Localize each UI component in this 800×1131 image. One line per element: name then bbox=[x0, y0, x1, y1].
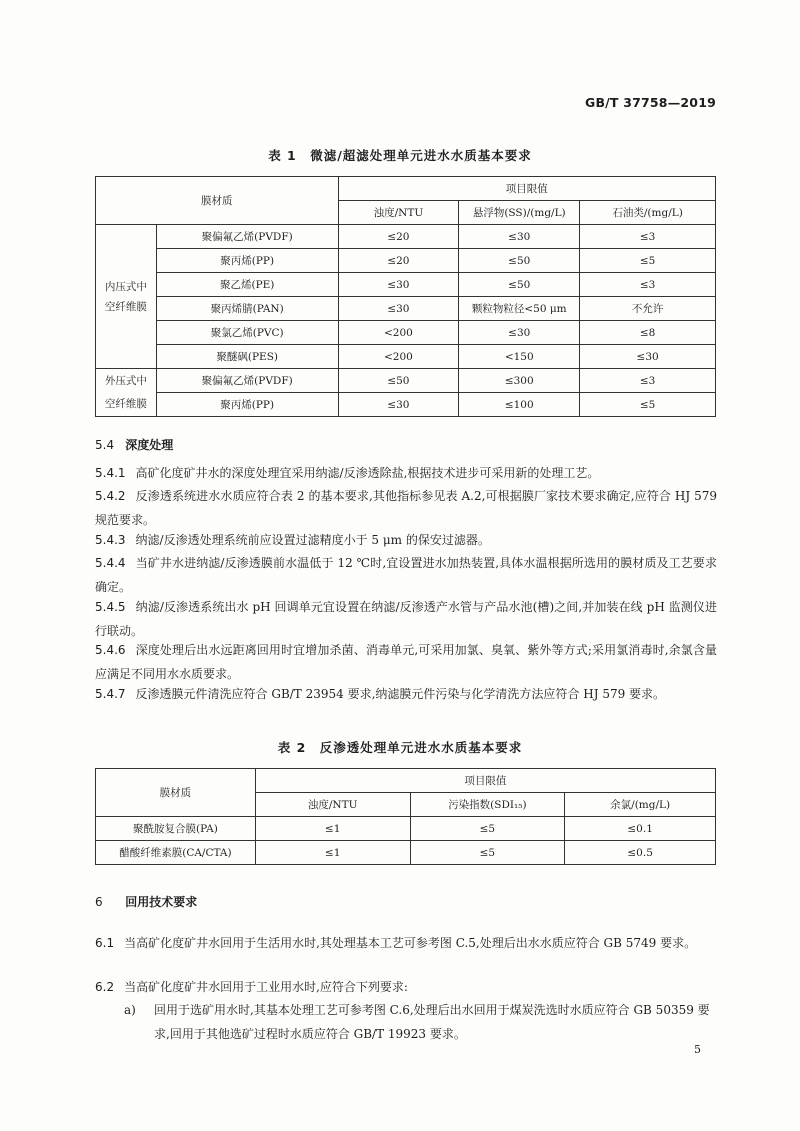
paragraph-5-4-6 bbox=[95, 639, 717, 686]
cell-ss: ≤300 bbox=[459, 369, 580, 393]
table2-header-group: 项目限值 bbox=[255, 769, 715, 793]
table1-group-outer: 外压式中空纤维膜 bbox=[96, 369, 157, 417]
table-row bbox=[96, 297, 716, 321]
clause-text: 纳滤/反渗透处理系统前应设置过滤精度小于 5 μm 的保安过滤器。 bbox=[135, 533, 490, 547]
table2-title: 表 2 反渗透处理单元进水水质基本要求 bbox=[277, 740, 523, 755]
clause-number: 5.4.5 bbox=[95, 600, 126, 614]
cell-oil: ≤3 bbox=[580, 273, 716, 297]
cell-turbidity: <200 bbox=[338, 345, 459, 369]
cell-ss: ≤50 bbox=[459, 273, 580, 297]
cell-oil: ≤5 bbox=[580, 393, 716, 417]
paragraph-5-4-3 bbox=[95, 529, 717, 553]
cell-sdi: ≤5 bbox=[410, 841, 565, 865]
paragraph-5-4-2 bbox=[95, 485, 717, 532]
cell-sdi: ≤5 bbox=[410, 817, 565, 841]
clause-text: 当矿井水进纳滤/反渗透膜前水温低于 12 ℃时,宜设置进水加热装置,具体水温根据所选用的膜材质及工艺要求确定。 bbox=[95, 556, 717, 594]
clause-number: 5.4.2 bbox=[95, 489, 126, 503]
table1-header-oil: 石油类/(mg/L) bbox=[580, 201, 716, 225]
cell-turbidity: ≤30 bbox=[338, 273, 459, 297]
cell-material: 聚氯乙烯(PVC) bbox=[156, 321, 338, 345]
cell-material: 醋酸纤维素膜(CA/CTA) bbox=[96, 841, 256, 865]
cell-chlorine: ≤0.5 bbox=[565, 841, 716, 865]
section-5-4-heading bbox=[95, 436, 173, 453]
section-title: 深度处理 bbox=[125, 438, 174, 452]
table1-header-ss: 悬浮物(SS)/(mg/L) bbox=[459, 201, 580, 225]
cell-oil: ≤3 bbox=[580, 369, 716, 393]
cell-turbidity: ≤20 bbox=[338, 225, 459, 249]
paragraph-5-4-5 bbox=[95, 596, 717, 643]
section-6-heading bbox=[95, 893, 197, 910]
table1 bbox=[95, 176, 716, 417]
table-row bbox=[96, 369, 716, 393]
paragraph-5-4-7 bbox=[95, 683, 717, 707]
clause-text: 当高矿化度矿井水回用于工业用水时,应符合下列要求: bbox=[124, 980, 408, 994]
cell-material: 聚醚砜(PES) bbox=[156, 345, 338, 369]
cell-material: 聚偏氟乙烯(PVDF) bbox=[156, 369, 338, 393]
paragraph-6-1 bbox=[95, 932, 717, 956]
clause-text: 高矿化度矿井水的深度处理宜采用纳滤/反渗透除盐,根据技术进步可采用新的处理工艺。 bbox=[135, 466, 600, 480]
clause-text: 深度处理后出水远距离回用时宜增加杀菌、消毒单元,可采用加氯、臭氧、紫外等方式;采用氯消毒时,余氯含量应满足不同用水水质要求。 bbox=[95, 643, 717, 681]
cell-material: 聚偏氟乙烯(PVDF) bbox=[156, 225, 338, 249]
cell-material: 聚酰胺复合膜(PA) bbox=[96, 817, 256, 841]
cell-oil: ≤5 bbox=[580, 249, 716, 273]
table-row bbox=[96, 249, 716, 273]
clause-text: 当高矿化度矿井水回用于生活用水时,其处理基本工艺可参考图 C.5,处理后出水水质应符合 GB 5749 要求。 bbox=[124, 936, 697, 950]
clause-text: 纳滤/反渗透系统出水 pH 回调单元宜设置在纳滤/反渗透产水管与产品水池(槽)之间,并加装在线 pH 监测仪进行联动。 bbox=[95, 600, 717, 638]
table-row bbox=[96, 225, 716, 249]
cell-material: 聚丙烯腈(PAN) bbox=[156, 297, 338, 321]
paragraph-5-4-1 bbox=[95, 462, 717, 486]
cell-ss: 颗粒物粒径<50 μm bbox=[459, 297, 580, 321]
list-item-text: 回用于选矿用水时,其基本处理工艺可参考图 C.6,处理后出水回用于煤炭洗选时水质应符合 GB 50359 要求,回用于其他选矿过程时水质应符合 GB/T 19923 要求。 bbox=[154, 1003, 710, 1041]
cell-ss: ≤30 bbox=[459, 321, 580, 345]
table2-header-material: 膜材质 bbox=[96, 769, 256, 817]
cell-oil: ≤8 bbox=[580, 321, 716, 345]
clause-number: 5.4.6 bbox=[95, 643, 126, 657]
section-number: 6 bbox=[95, 895, 103, 909]
clause-number: 5.4.1 bbox=[95, 466, 126, 480]
table1-header-group: 项目限值 bbox=[338, 177, 715, 201]
cell-oil: 不允许 bbox=[580, 297, 716, 321]
cell-ss: ≤100 bbox=[459, 393, 580, 417]
paragraph-6-2 bbox=[95, 976, 717, 1000]
table-row bbox=[96, 817, 716, 841]
cell-oil: ≤3 bbox=[580, 225, 716, 249]
cell-chlorine: ≤0.1 bbox=[565, 817, 716, 841]
cell-turbidity: ≤1 bbox=[255, 841, 410, 865]
table1-header-material: 膜材质 bbox=[96, 177, 339, 225]
cell-turbidity: ≤30 bbox=[338, 393, 459, 417]
table-row bbox=[96, 345, 716, 369]
clause-number: 5.4.7 bbox=[95, 687, 126, 701]
table1-header-turbidity: 浊度/NTU bbox=[338, 201, 459, 225]
table1-group-inner: 内压式中空纤维膜 bbox=[96, 225, 157, 369]
table2-header-chlorine: 余氯/(mg/L) bbox=[565, 793, 716, 817]
table-row bbox=[96, 273, 716, 297]
cell-ss: ≤50 bbox=[459, 249, 580, 273]
list-item-a bbox=[124, 999, 717, 1041]
page-number: 5 bbox=[694, 1043, 701, 1056]
section-title: 回用技术要求 bbox=[125, 895, 198, 909]
table1-title: 表 1 微滤/超滤处理单元进水水质基本要求 bbox=[268, 148, 532, 163]
cell-turbidity: ≤30 bbox=[338, 297, 459, 321]
table-row bbox=[96, 393, 716, 417]
cell-turbidity: ≤1 bbox=[255, 817, 410, 841]
cell-turbidity: <200 bbox=[338, 321, 459, 345]
table2 bbox=[95, 768, 716, 865]
table-row bbox=[96, 321, 716, 345]
clause-number: 5.4.4 bbox=[95, 556, 126, 570]
clause-number: 6.2 bbox=[95, 980, 115, 994]
cell-ss: ≤30 bbox=[459, 225, 580, 249]
table-row bbox=[96, 841, 716, 865]
cell-material: 聚丙烯(PP) bbox=[156, 249, 338, 273]
table2-header-sdi: 污染指数(SDI₁₅) bbox=[410, 793, 565, 817]
cell-material: 聚丙烯(PP) bbox=[156, 393, 338, 417]
cell-turbidity: ≤20 bbox=[338, 249, 459, 273]
clause-number: 5.4.3 bbox=[95, 533, 126, 547]
cell-turbidity: ≤50 bbox=[338, 369, 459, 393]
standard-code: GB/T 37758—2019 bbox=[584, 95, 716, 110]
clause-text: 反渗透膜元件清洗应符合 GB/T 23954 要求,纳滤膜元件污染与化学清洗方法应符合 HJ 579 要求。 bbox=[135, 687, 666, 701]
clause-number: 6.1 bbox=[95, 936, 115, 950]
cell-ss: <150 bbox=[459, 345, 580, 369]
list-item-label: a) bbox=[124, 1003, 136, 1017]
table2-header-turbidity: 浊度/NTU bbox=[255, 793, 410, 817]
cell-oil: ≤30 bbox=[580, 345, 716, 369]
paragraph-5-4-4 bbox=[95, 552, 717, 599]
cell-material: 聚乙烯(PE) bbox=[156, 273, 338, 297]
section-number: 5.4 bbox=[95, 438, 115, 452]
clause-text: 反渗透系统进水水质应符合表 2 的基本要求,其他指标参见表 A.2,可根据膜厂家技术要求确定,应符合 HJ 579 规范要求。 bbox=[95, 489, 717, 527]
